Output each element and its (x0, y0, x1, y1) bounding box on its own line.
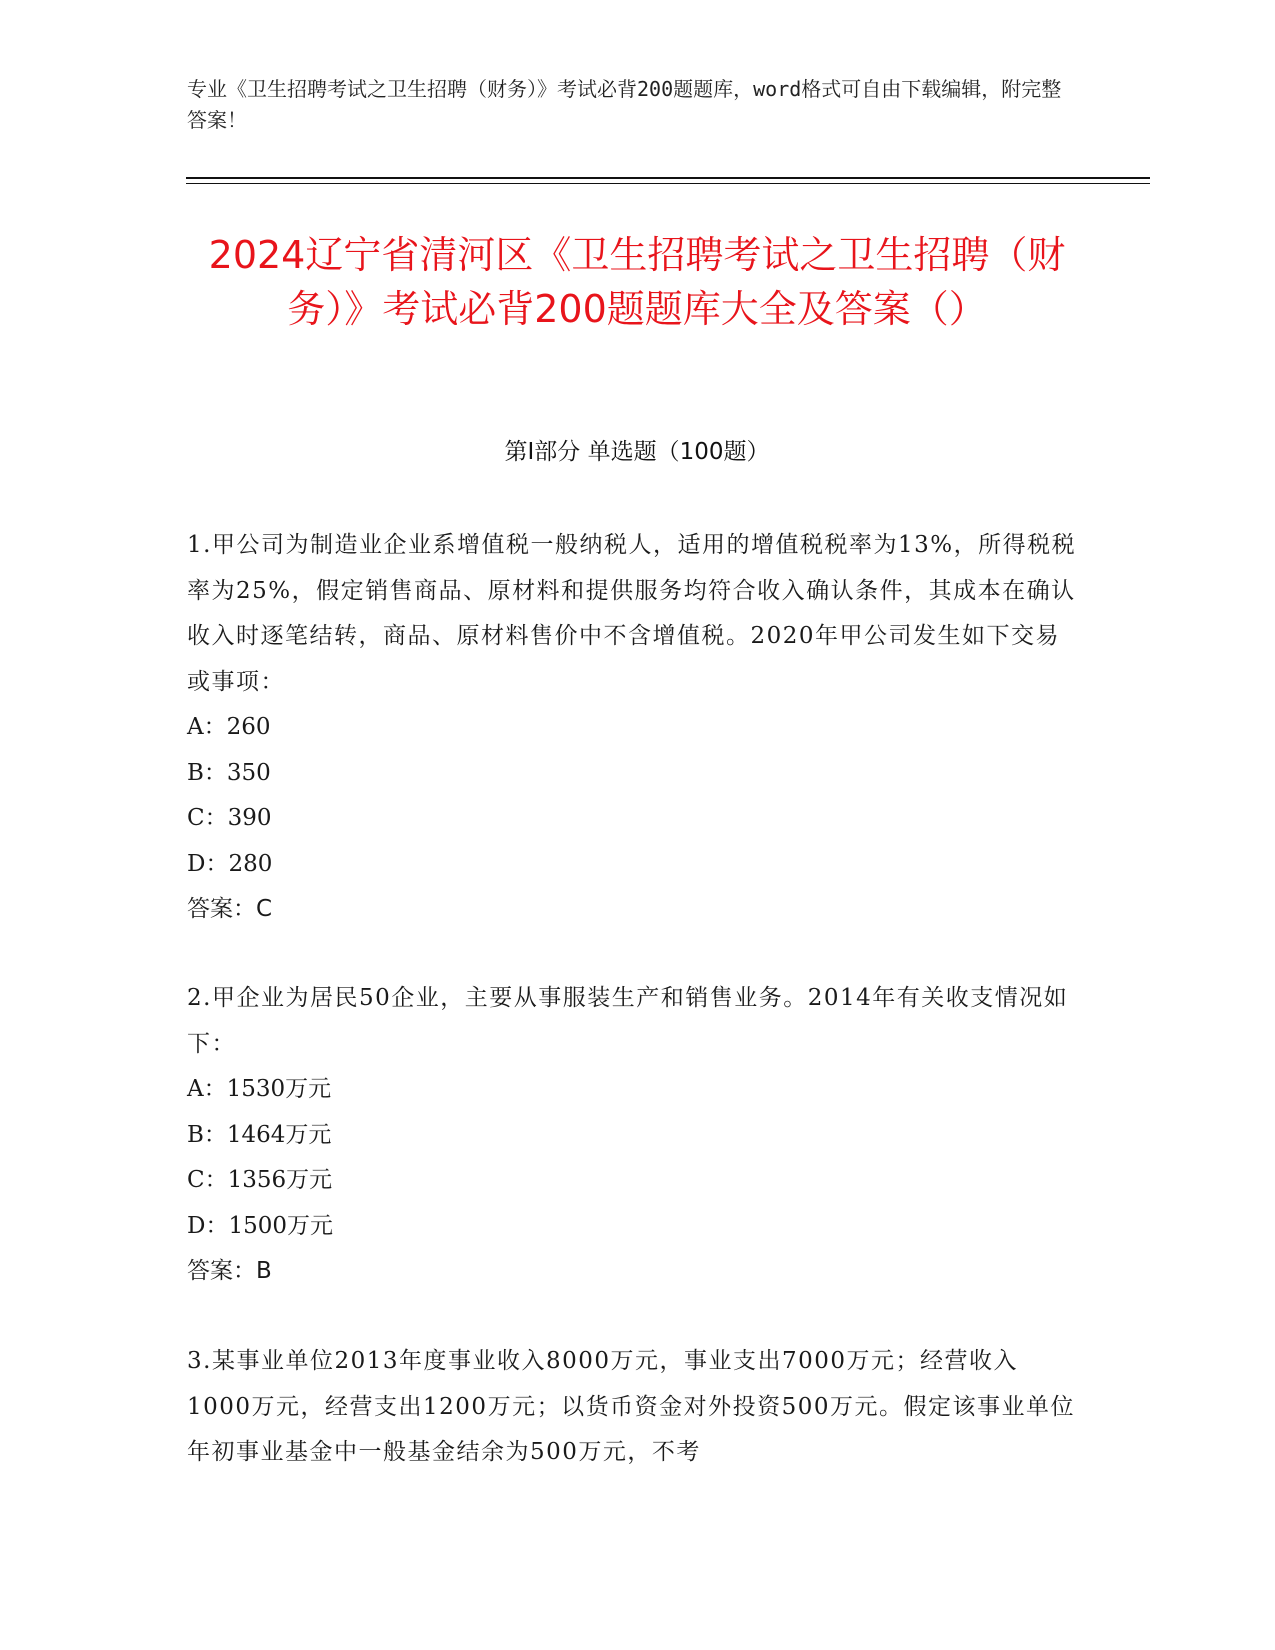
header-note: 专业《卫生招聘考试之卫生招聘（财务）》考试必背200题题库，word格式可自由下载编辑，附完整答案！ (187, 77, 1062, 132)
section-title: 第I部分 单选题（100题） (504, 439, 770, 465)
question-block (187, 523, 1077, 933)
answer-line: 答案：B (187, 1258, 272, 1284)
option-a: A：1530万元 (187, 1076, 332, 1102)
option-b: B：1464万元 (187, 1121, 332, 1148)
option-d: D：280 (187, 850, 273, 877)
question-text: 2.甲企业为居民50企业，主要从事服装生产和销售业务。2014年有关收支情况如下： (187, 985, 1069, 1057)
header-divider (186, 177, 1150, 179)
header-divider-thin (186, 183, 1150, 184)
document-title: 2024辽宁省清河区《卫生招聘考试之卫生招聘（财务）》考试必背200题题库大全及答案（） (208, 233, 1066, 331)
question-block (187, 1339, 1077, 1476)
question-block (187, 976, 1077, 1295)
option-d: D：1500万元 (187, 1212, 333, 1239)
question-text: 3.某事业单位2013年度事业收入8000万元，事业支出7000万元；经营收入1000万元，经营支出1200万元；以货币资金对外投资500万元。假定该事业单位年初事业基金中一般基金结余为500万元，不考 (187, 1348, 1075, 1465)
question-text: 1.甲公司为制造业企业系增值税一般纳税人，适用的增值税税率为13%，所得税税率为25%，假定销售商品、原材料和提供服务均符合收入确认条件，其成本在确认收入时逐笔结转，商品、原材料售价中不含增值税。2020年甲公司发生如下交易或事项： (187, 532, 1077, 695)
option-b: B：350 (187, 759, 271, 786)
option-a: A：260 (187, 714, 271, 740)
option-c: C：1356万元 (187, 1167, 333, 1193)
option-c: C：390 (187, 805, 272, 831)
answer-line: 答案：C (187, 896, 273, 922)
